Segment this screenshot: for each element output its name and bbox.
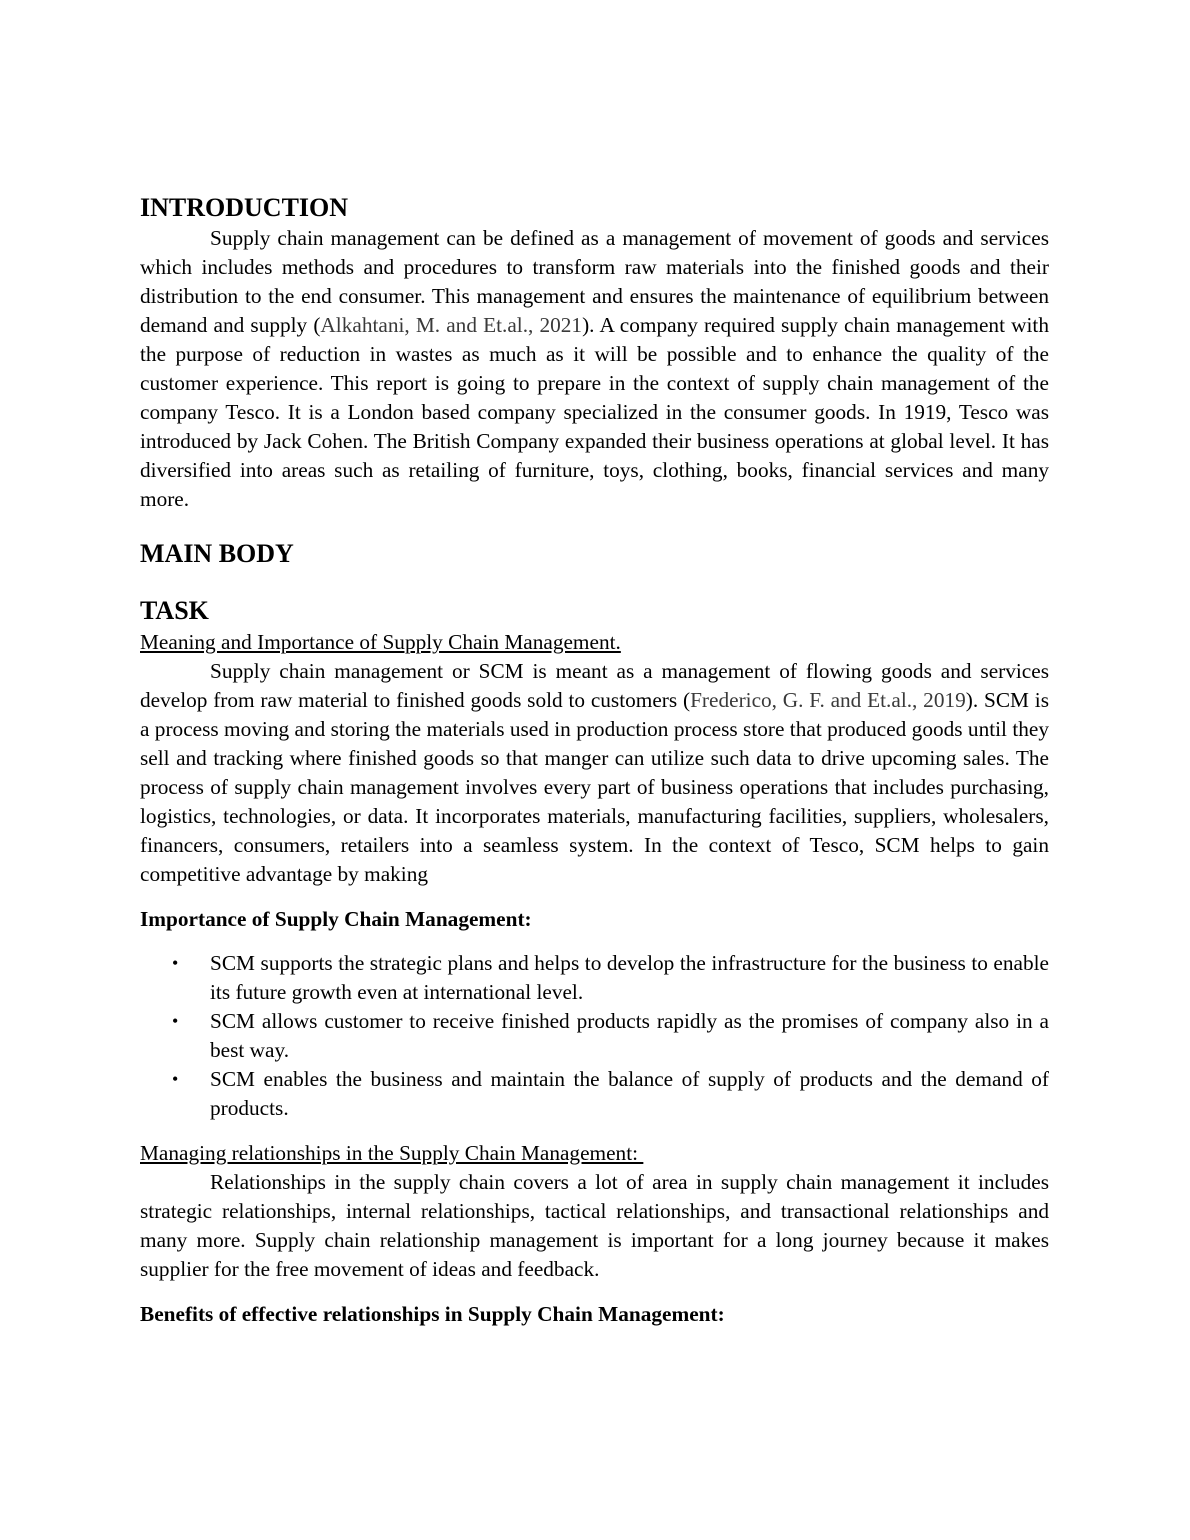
list-item-text: SCM allows customer to receive finished products rapidly as the promises of company also in a best way. xyxy=(210,1009,1049,1062)
meaning-paragraph xyxy=(140,657,1049,889)
introduction-citation: Alkahtani, M. and Et.al., 2021 xyxy=(320,313,583,337)
list-item-text: SCM enables the business and maintain the balance of supply of products and the demand of products. xyxy=(210,1067,1049,1120)
list-item-text: SCM supports the strategic plans and helps to develop the infrastructure for the business to enable its future growth even at international level. xyxy=(210,951,1049,1004)
relationships-subheading: Managing relationships in the Supply Chain Management: xyxy=(140,1141,644,1165)
introduction-text-part-2: ). A company required supply chain management with the purpose of reduction in wastes as much as it will be possible and to enhance the quality of the customer experience. This report is going to prepare in the context of supply chain management of the company Tesco. It is a London based company specialized in the consumer goods. In 1919, Tesco was introduced by Jack Cohen. The British Company expanded their business operations at global level. It has diversified into areas such as retailing of furniture, toys, clothing, books, financial services and many more. xyxy=(140,313,1049,511)
introduction-heading: INTRODUCTION xyxy=(140,193,349,222)
list-item xyxy=(140,1065,1049,1123)
relationships-paragraph: Relationships in the supply chain covers a lot of area in supply chain management it includes strategic relationships, internal relationships, tactical relationships, and transactional relationships and many more. Supply chain relationship management is important for a long journey because it makes supplier for the free movement of ideas and feedback. xyxy=(140,1170,1049,1281)
meaning-text-part-1: Supply chain management or SCM is meant as a management of flowing goods and services develop from raw material to finished goods sold to customers ( xyxy=(140,659,1049,712)
bullet-icon: • xyxy=(172,953,179,973)
meaning-subheading: Meaning and Importance of Supply Chain Management. xyxy=(140,630,621,654)
main-body-heading: MAIN BODY xyxy=(140,539,294,568)
bullet-icon: • xyxy=(172,1011,179,1031)
list-item xyxy=(140,1007,1049,1065)
list-item xyxy=(140,949,1049,1007)
meaning-citation: Frederico, G. F. and Et.al., 2019 xyxy=(690,688,966,712)
introduction-paragraph xyxy=(140,224,1049,514)
introduction-text-part-1: Supply chain management can be defined as a management of movement of goods and services which includes methods and procedures to transform raw materials into the finished goods and their distribution to the end consumer. This management and ensures the maintenance of equilibrium between demand and supply ( xyxy=(140,226,1049,337)
task-heading: TASK xyxy=(140,596,209,625)
meaning-text-part-2: ). SCM is a process moving and storing the materials used in production process store that produced goods until they sell and tracking where finished goods so that manger can utilize such data to drive upcoming sales. The process of supply chain management involves every part of business operations that includes purchasing, logistics, technologies, or data. It incorporates materials, manufacturing facilities, suppliers, wholesalers, financers, consumers, retailers into a seamless system. In the context of Tesco, SCM helps to gain competitive advantage by making xyxy=(140,688,1049,886)
importance-list xyxy=(140,949,1049,1123)
importance-heading: Importance of Supply Chain Management: xyxy=(140,907,532,931)
benefits-heading: Benefits of effective relationships in Supply Chain Management: xyxy=(140,1302,725,1326)
bullet-icon: • xyxy=(172,1069,179,1089)
document-page xyxy=(140,192,1049,1329)
